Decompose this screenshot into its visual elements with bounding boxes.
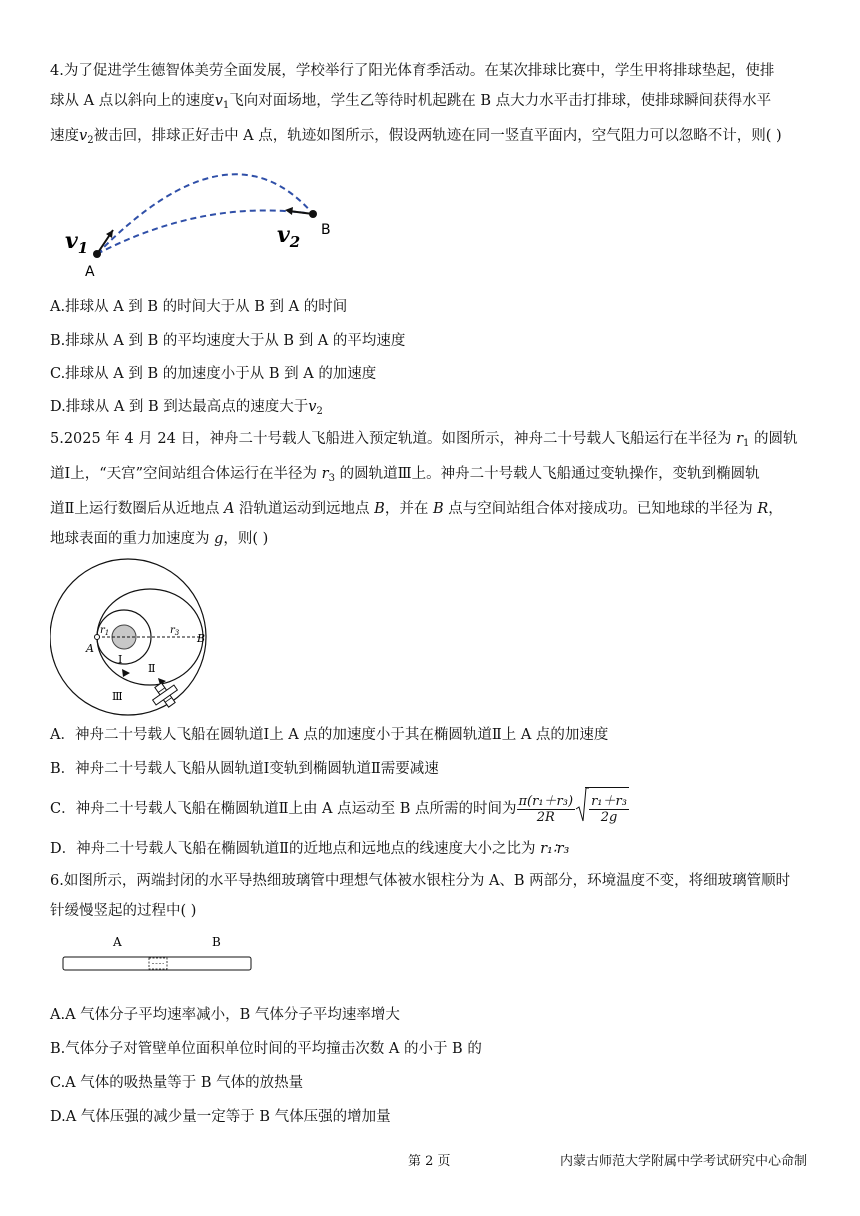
q5-label-a: A [86, 642, 94, 655]
radical-icon [575, 787, 589, 823]
q5-option-b: B．神舟二十号载人飞船从圆轨道Ⅰ变轨到椭圆轨道Ⅱ需要减速 [50, 761, 439, 777]
q5-c-sqrt: $\frac{\text{r₁＋r₃}}{2g}$ [575, 787, 629, 831]
q4-option-a: A.排球从 A 到 B 的时间大于从 B 到 A 的时间 [50, 299, 348, 315]
q5-label-iii: Ⅲ [112, 690, 123, 703]
q4-line2: 球从 A 点以斜向上的速度$v_1$飞向对面场地，学生乙等待时机起跳在 B 点大力水平击打排球，使排球瞬间获得水平 [50, 93, 772, 111]
q4-option-c: C.排球从 A 到 B 的加速度小于从 B 到 A 的加速度 [50, 366, 377, 382]
q5-label-r3: $r_3$ [170, 625, 180, 637]
q5-label-ii: Ⅱ [148, 662, 156, 675]
q6-label-a: A [113, 935, 122, 949]
q4-line3: 速度$v_2$被击回，排球正好击中 A 点，轨迹如图所示，假设两轨迹在同一竖直平面内，空气阻力可以忽略不计，则( ) [50, 128, 782, 146]
q5-orbit-i-arrow [122, 669, 130, 677]
q5-line1: 5.2025 年 4 月 24 日，神舟二十号载人飞船进入预定轨道。如图所示，神舟二十号载人飞船运行在半径为 $r_1$ 的圆轨 [50, 431, 798, 449]
q6-option-d: D.A 气体压强的减少量一定等于 B 气体压强的增加量 [50, 1109, 391, 1125]
q5-option-c: C．神舟二十号载人飞船在椭圆轨道Ⅱ上由 A 点运动至 B 点所需的时间为 $\frac{\text{π(r₁＋r₃)}}{2R}$ $\frac{\text{r₁＋r₃}}{2g}$ [50, 787, 812, 831]
q5-label-r1: $r_1$ [100, 625, 110, 637]
q4-label-v2: $v_2$ [277, 222, 301, 251]
q4-label-v1: $v_1$ [65, 228, 89, 257]
q6-tube-figure [60, 932, 260, 978]
q6-line2: 针缓慢竖起的过程中( ) [50, 903, 197, 919]
q5-label-b: B [197, 632, 206, 645]
q4-option-b: B.排球从 A 到 B 的平均速度大于从 B 到 A 的平均速度 [50, 333, 406, 349]
q6-option-c: C.A 气体的吸热量等于 B 气体的放热量 [50, 1075, 304, 1091]
q4-stem [50, 56, 812, 156]
q5-line3: 道Ⅱ上运行数圈后从近地点 A 沿轨道运动到远地点 B，并在 B 点与空间站组合体对接成功。已知地球的半径为 R， [50, 501, 783, 517]
q4-label-b: B [321, 222, 331, 238]
q6-stem [50, 866, 812, 926]
q5-orbit-figure [50, 545, 220, 717]
q6-line1: 6.如图所示，两端封闭的水平导热细玻璃管中理想气体被水银柱分为 A、B 两部分，环境温度不变，将细玻璃管顺时 [50, 873, 791, 889]
q4-line1: 4.为了促进学生德智体美劳全面发展，学校举行了阳光体育季活动。在某次排球比赛中，学生甲将排球垫起，使排 [50, 63, 775, 79]
q5-line2: 道Ⅰ上，“天宫”空间站组合体运行在半径为 $r_3$ 的圆轨道Ⅲ上。神舟二十号载人飞船通过变轨操作，变轨到椭圆轨 [50, 466, 760, 484]
q4-label-a: A [85, 264, 95, 280]
q6-mercury-column [149, 958, 167, 969]
q5-line4: 地球表面的重力加速度为 g，则( ) [50, 531, 269, 547]
q5-point-a [95, 635, 100, 640]
q6-option-a: A.A 气体分子平均速率减小，B 气体分子平均速率增大 [50, 1007, 400, 1023]
q6-label-b: B [212, 935, 221, 949]
q4-v2-arrowhead [285, 207, 293, 215]
q5-label-i: Ⅰ [118, 653, 123, 666]
q5-c-fraction: $\frac{\text{π(r₁＋r₃)}}{2R}$ [518, 793, 574, 825]
q4-trajectory-figure [55, 168, 345, 280]
page-number: 第 2 页 [408, 1154, 451, 1169]
q5-stem [50, 424, 812, 554]
q5-option-d: D．神舟二十号载人飞船在椭圆轨道Ⅱ的近地点和远地点的线速度大小之比为 r₁∶r₃ [50, 841, 570, 857]
footer-organization: 内蒙古师范大学附属中学考试研究中心命制 [560, 1154, 808, 1169]
q4-option-d: D.排球从 A 到 B 到达最高点的速度大于$v_2$ [50, 399, 323, 417]
q5-option-a: A．神舟二十号载人飞船在圆轨道Ⅰ上 A 点的加速度小于其在椭圆轨道Ⅱ上 A 点的加速度 [50, 727, 609, 743]
q6-option-b: B.气体分子对管壁单位面积单位时间的平均撞击次数 A 的小于 B 的 [50, 1041, 482, 1057]
